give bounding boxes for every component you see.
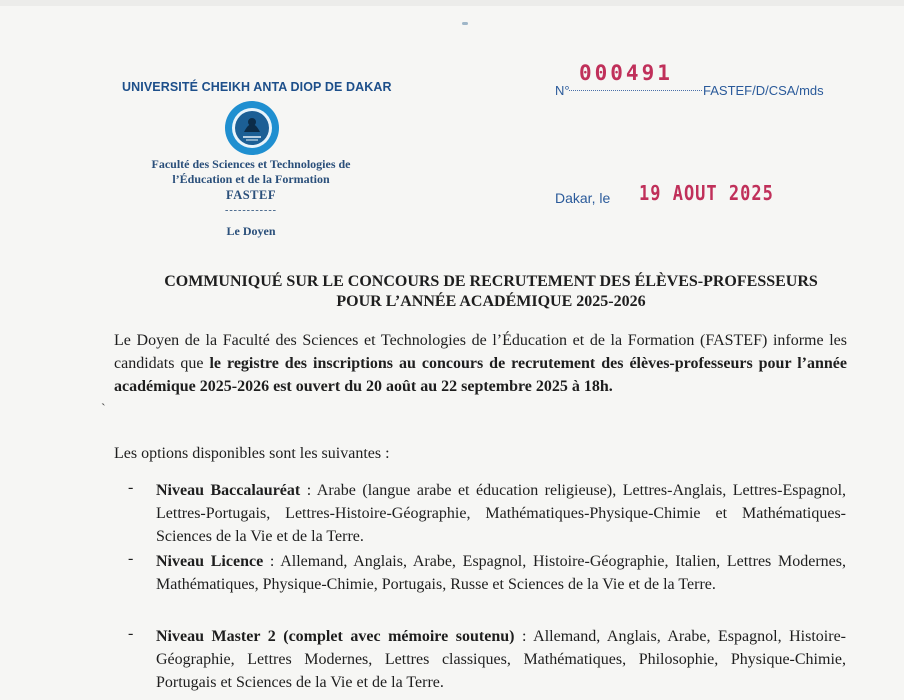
dateline-place: Dakar, le — [555, 190, 611, 206]
list-marker: - — [128, 479, 134, 496]
list-item-text: : Allemand, Anglais, Arabe, Espagnol, Histoire-Géographie, Lettres Modernes, Lettres classiques, Mathématiques, Philosophie, Physique-Chimie, Portugais et Sciences de la Vie et de la Terre. — [156, 628, 847, 691]
list-item-level: Niveau Licence — [156, 553, 264, 570]
faculty-name — [118, 157, 384, 187]
title-line1: COMMUNIQUÉ SUR LE CONCOURS DE RECRUTEMENT DES ÉLÈVES-PROFESSEURS — [164, 273, 818, 290]
scan-edge — [0, 0, 904, 6]
reference-dotted-line — [569, 90, 702, 91]
scan-tick-mark: ` — [101, 402, 106, 417]
list-marker: - — [128, 625, 134, 642]
faculty-acronym: FASTEF — [226, 188, 276, 202]
list-item-licence — [156, 550, 846, 596]
university-name: UNIVERSITÉ CHEIKH ANTA DIOP DE DAKAR — [122, 80, 392, 94]
scan-mark — [462, 22, 468, 25]
university-seal-icon — [224, 100, 280, 156]
date-stamp: 19 AOUT 2025 — [639, 182, 774, 206]
faculty-name-line2: l’Éducation et de la Formation — [172, 172, 330, 186]
reference-label: N° — [555, 83, 570, 98]
faculty-name-line1: Faculté des Sciences et Technologies de — [151, 157, 351, 171]
header-separator: ------------ — [225, 205, 277, 216]
intro-bold-text: le registre des inscriptions au concours de recrutement des élèves-professeurs pour l’année académique 2025-2026 est ouvert du 20 août au 22 septembre 2025 à 18h. — [114, 355, 848, 395]
title-line2: POUR L’ANNÉE ACADÉMIQUE 2025-2026 — [336, 293, 646, 310]
intro-text: Le Doyen de la Faculté des Sciences et Technologies de l’Éducation et de la Formation (FASTEF) informe les candidats que — [114, 332, 847, 372]
document-title — [90, 272, 892, 312]
list-item-level: Niveau Baccalauréat — [156, 482, 301, 499]
office-title: Le Doyen — [226, 224, 276, 238]
options-intro: Les options disponibles sont les suivantes : — [114, 445, 390, 462]
list-item-text: : Allemand, Anglais, Arabe, Espagnol, Histoire-Géographie, Italien, Lettres Modernes, Mathématiques, Physique-Chimie, Portugais, Russe et Sciences de la Vie et de la Terre. — [156, 553, 846, 593]
list-item-baccalaureat — [156, 479, 846, 548]
intro-paragraph — [114, 329, 847, 398]
reference-number-stamp: 000491 — [579, 61, 673, 85]
list-item-master — [156, 625, 846, 694]
list-marker: - — [128, 550, 134, 567]
list-item-level: Niveau Master 2 (complet avec mémoire soutenu) — [156, 628, 515, 645]
reference-suffix: FASTEF/D/CSA/mds — [703, 83, 824, 98]
list-item-text: : Arabe (langue arabe et éducation religieuse), Lettres-Anglais, Lettres-Espagnol, Lettres-Portugais, Lettres-Histoire-Géographie, Mathématiques-Physique-Chimie et Mathématiques-Sciences de la Vie et de la Terre. — [156, 482, 847, 545]
